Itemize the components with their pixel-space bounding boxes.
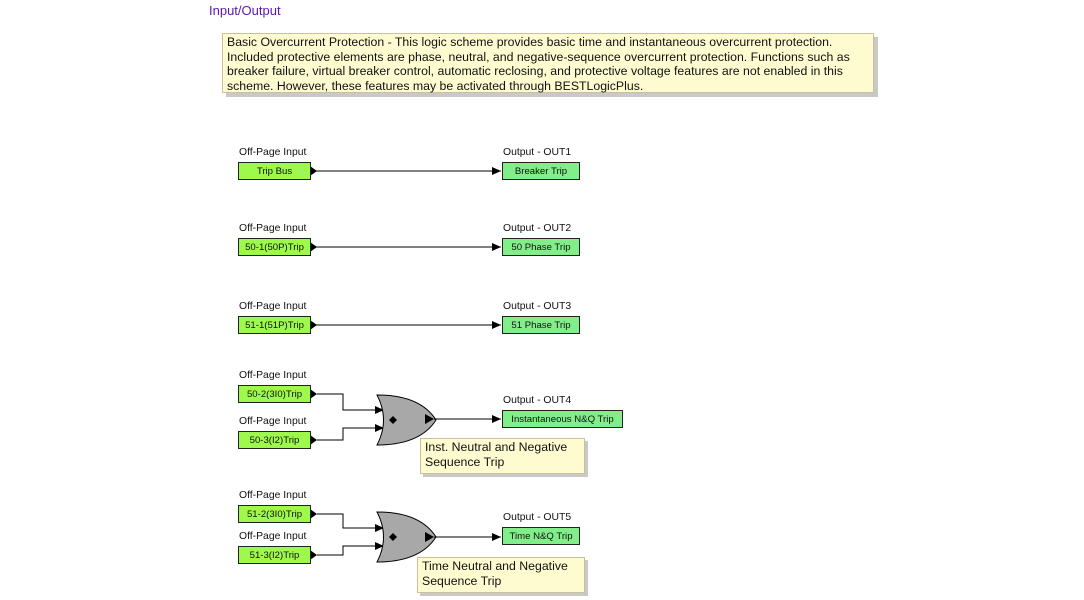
scheme-description: Basic Overcurrent Protection - This logic scheme provides basic time and instantaneous overcurrent protection. Included protective elements are phase, neutral, and negative-sequence overcurrent protection. Functions such as breaker failure, virtual breaker control, automatic reclosing, and protective voltage features are not enabled in this scheme. However, these features may be activated through BESTLogicPlus. [222, 33, 874, 93]
input-50-2-3i0-trip[interactable]: 50-2(3I0)Trip [238, 385, 311, 403]
output-caption: Output - OUT2 [503, 223, 572, 234]
wire-50-2-gate1 [317, 394, 384, 410]
output-caption: Output - OUT1 [503, 147, 572, 158]
output-breaker-trip[interactable]: Breaker Trip [502, 162, 580, 180]
input-caption: Off-Page Input [239, 147, 307, 158]
wire-50-3-gate1 [317, 428, 384, 440]
note-line: Sequence Trip [422, 573, 502, 588]
input-50-1-50p-trip[interactable]: 50-1(50P)Trip [238, 238, 311, 256]
output-51-phase-trip[interactable]: 51 Phase Trip [502, 316, 580, 334]
note-time-neutral-negative [417, 557, 585, 593]
input-trip-bus[interactable]: Trip Bus [238, 162, 311, 180]
input-51-1-51p-trip[interactable]: 51-1(51P)Trip [238, 316, 311, 334]
page-title: Input/Output [209, 3, 281, 18]
wire-51-3-gate2 [317, 546, 384, 555]
input-caption: Off-Page Input [239, 531, 307, 542]
output-caption: Output - OUT5 [503, 512, 572, 523]
output-caption: Output - OUT3 [503, 301, 572, 312]
input-50-3-i2-trip[interactable]: 50-3(I2)Trip [238, 431, 311, 449]
note-line: Inst. Neutral and Negative [425, 440, 568, 454]
input-caption: Off-Page Input [239, 223, 307, 234]
input-caption: Off-Page Input [239, 416, 307, 427]
input-caption: Off-Page Input [239, 370, 307, 381]
input-51-3-i2-trip[interactable]: 51-3(I2)Trip [238, 546, 311, 564]
output-50-phase-trip[interactable]: 50 Phase Trip [502, 238, 580, 256]
input-51-2-3i0-trip[interactable]: 51-2(3I0)Trip [238, 505, 311, 523]
output-time-nq-trip[interactable]: Time N&Q Trip [502, 527, 580, 545]
wire-51-2-gate2 [317, 514, 384, 528]
note-line: Time Neutral and Negative [422, 559, 568, 573]
input-caption: Off-Page Input [239, 301, 307, 312]
output-instantaneous-nq-trip[interactable]: Instantaneous N&Q Trip [502, 410, 623, 428]
note-line: Sequence Trip [425, 454, 505, 469]
note-inst-neutral-negative [420, 438, 585, 474]
input-caption: Off-Page Input [239, 490, 307, 501]
output-caption: Output - OUT4 [503, 395, 572, 406]
